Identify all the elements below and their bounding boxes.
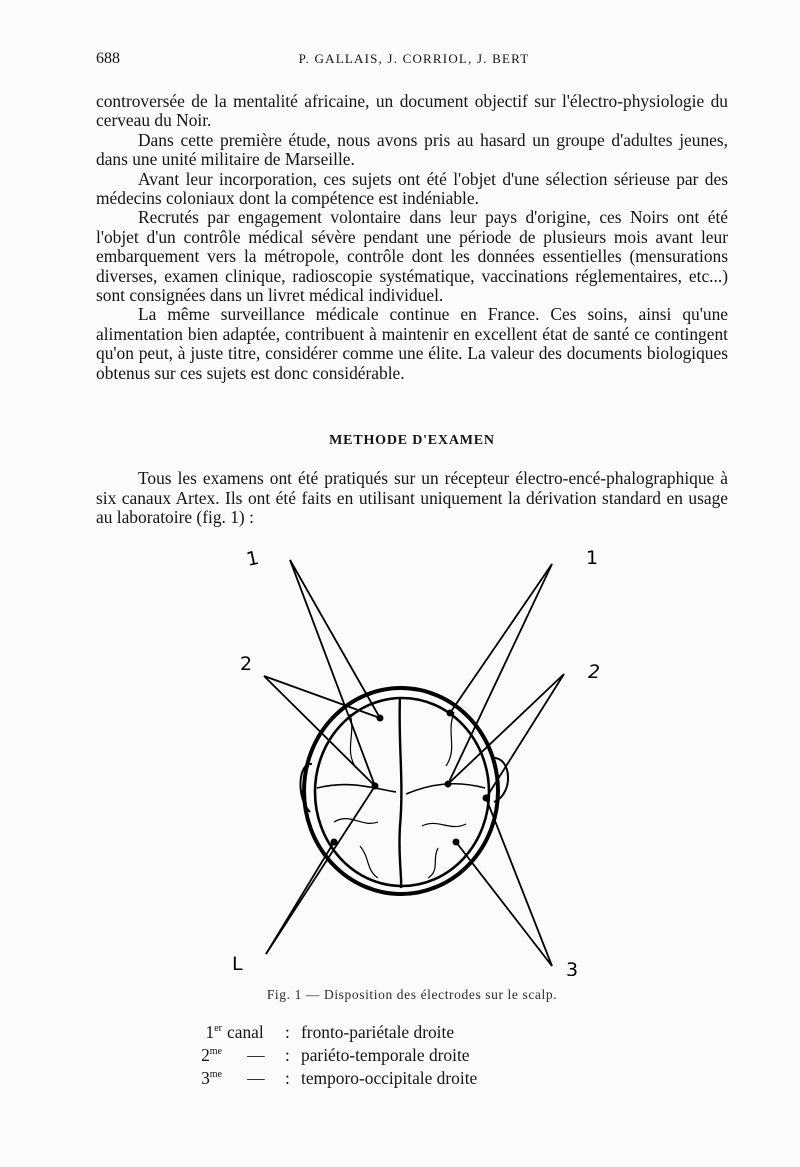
electrode (445, 781, 452, 788)
electrode-diagram (200, 536, 620, 976)
channel-description: fronto-pariétale droite (301, 1022, 455, 1042)
midline-fissure (399, 698, 401, 888)
channel-description: temporo-occipitale droite (301, 1068, 478, 1088)
body-text (96, 92, 728, 383)
channel-row (176, 1042, 477, 1065)
channel-row (176, 1019, 477, 1042)
paragraph: controversée de la mentalité africaine, un document objectif sur l'électro-physiologie du cerveau du Noir. (96, 91, 728, 131)
channel-name: — (247, 1045, 265, 1065)
electrode (331, 839, 338, 846)
channel-name: canal (227, 1022, 264, 1042)
label-mid-right: 2 (588, 661, 601, 683)
label-mid-left: 2 (240, 653, 253, 675)
paragraph: La même surveillance médicale continue en France. Ces soins, ainsi qu'une alimentation bien adaptée, contribuent à maintenir en excellent état de santé ce contingent qu'on peut, à juste titre, considérer comme une élite. La valeur des documents biologiques obtenus sur ces sujets est donc considérable. (96, 304, 728, 383)
channel-list (176, 1019, 477, 1088)
section-title: METHODE D'EXAMEN (329, 433, 495, 448)
channel-row (176, 1065, 477, 1088)
label-top-right: 1 (586, 547, 599, 569)
page-number: 688 (96, 50, 120, 67)
sulcus (422, 823, 466, 826)
channel-ordinal: 1er (205, 1022, 222, 1042)
channel-separator: : (285, 1022, 290, 1042)
channel-separator: : (285, 1045, 290, 1065)
sulcus (317, 785, 396, 792)
figure-electrode-diagram (200, 536, 620, 976)
paragraph: Avant leur incorporation, ces sujets ont été l'objet d'une sélection sérieuse par des médecins coloniaux dont la compétence est indéniable. (96, 168, 728, 209)
page-header (96, 50, 732, 72)
electrode (377, 715, 384, 722)
label-bottom-right: 3 (566, 959, 579, 976)
electrode (372, 783, 379, 790)
figure-caption: Fig. 1 — Disposition des électrodes sur le scalp. (266, 987, 558, 1002)
channel-name: — (247, 1068, 265, 1088)
electrode (447, 710, 454, 717)
channel-ordinal: $3^{me}$ (201, 1068, 222, 1088)
electrode (483, 795, 490, 802)
sulcus (446, 712, 454, 766)
paragraph: Recrutés par engagement volontaire dans leur pays d'origine, ces Noirs ont été l'objet d'un contrôle médical sévère pendant une période de plusieurs mois avant leur embarquement vers la métropole, contrôle dont les données essentielles (mensurations diverses, examen clinique, radioscopie systématique, vaccinations réglementaires, etc...) sont consignées dans un livret médical individuel. (96, 207, 728, 306)
label-bottom-left: L (232, 953, 243, 975)
channel-ordinal: $2^{me}$ (201, 1045, 222, 1065)
sulcus (334, 819, 378, 824)
paragraph: Tous les examens ont été pratiqués sur un récepteur électro-encé-phalographique à six canaux Artex. Ils ont été faits en utilisant uniquement la dérivation standard en usage au laboratoire (fig. 1) : (96, 468, 728, 528)
method-text (96, 469, 728, 528)
label-top-left: 1 (244, 546, 261, 571)
paragraph: Dans cette première étude, nous avons pris au hasard un groupe d'adultes jeunes, dans une unité militaire de Marseille. (96, 129, 728, 170)
channel-separator: : (285, 1068, 290, 1088)
channel-description: pariéto-temporale droite (301, 1045, 470, 1065)
sulcus (428, 848, 438, 878)
sulcus (360, 846, 378, 878)
electrode (453, 839, 460, 846)
running-title: P. GALLAIS, J. CORRIOL, J. BERT (298, 51, 530, 66)
